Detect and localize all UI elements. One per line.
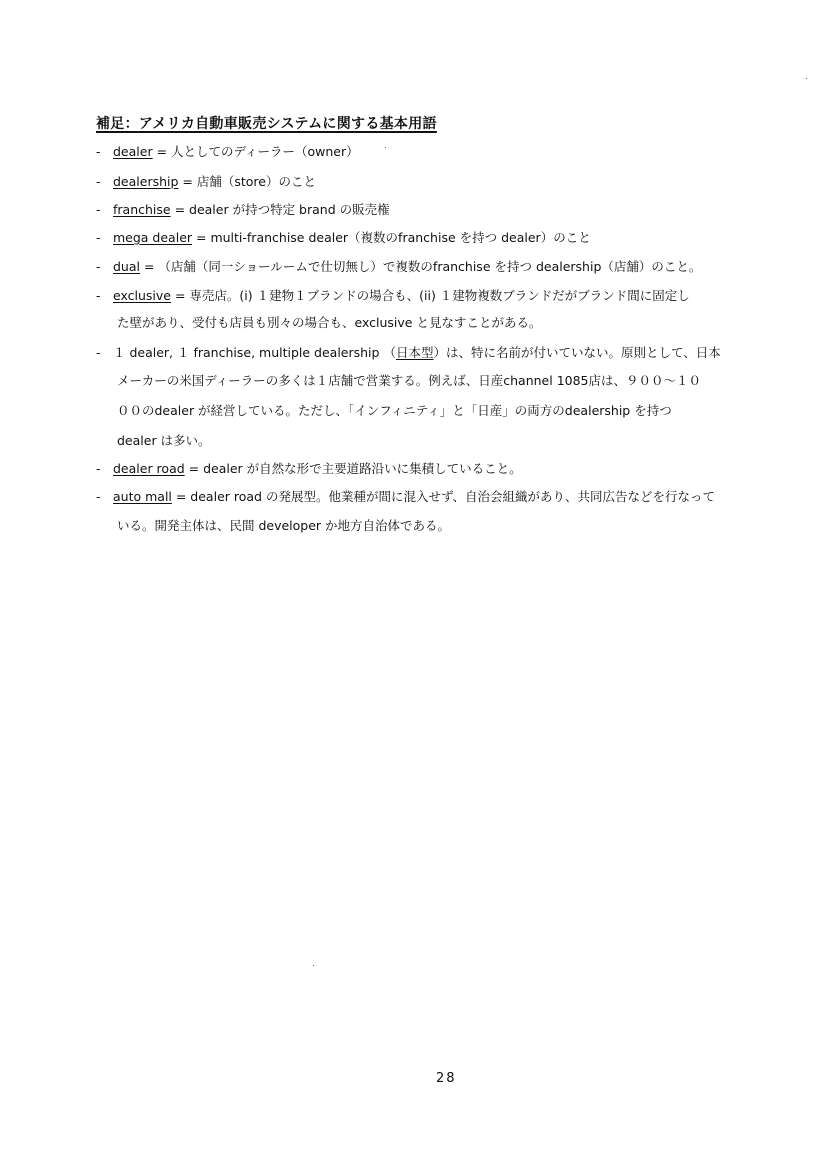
definition-auto-mall-cont: いる。開発主体は、民間 developer か地方自治体である。: [117, 518, 451, 533]
list-item-franchise: [96, 202, 390, 218]
definition-exclusive: = 専売店。(i) １建物１ブランドの場合も、(ii) １建物複数ブランドだがブランド間に固定し: [171, 288, 690, 303]
page-heading: [96, 113, 437, 133]
term-dealership: dealership: [113, 174, 179, 189]
term-japan-type: 日本型: [395, 345, 434, 360]
scan-speck: [385, 147, 386, 148]
term-exclusive: exclusive: [113, 288, 171, 303]
list-item-dealer-road: [96, 461, 522, 477]
list-item-dual: [96, 259, 701, 275]
bullet: -: [96, 144, 101, 159]
definition-japan-type-cont-1: メーカーの米国ディーラーの多くは１店舗で営業する。例えば、日産channel 1085店は、９００～１０: [117, 373, 701, 388]
list-item-mega-dealer: [96, 230, 591, 246]
bullet: -: [96, 174, 101, 189]
term-mega-dealer: mega dealer: [113, 230, 193, 245]
bullet: -: [96, 259, 101, 274]
definition-japan-type-cont-3: dealer は多い。: [117, 433, 211, 448]
bullet: -: [96, 288, 101, 303]
list-item-japan-type: [96, 345, 721, 361]
term-dealer-road: dealer road: [113, 461, 185, 476]
definition-dealer: = 人としてのディーラー（owner）: [152, 144, 359, 159]
scan-speck: [313, 965, 314, 966]
definition-auto-mall: = dealer road の発展型。他業種が間に混入せず、自治会組織があり、共同広告などを行なって: [171, 489, 715, 504]
list-item-dealer: [96, 144, 359, 160]
term-dealer: dealer: [113, 144, 153, 159]
bullet: -: [96, 489, 101, 504]
definition-exclusive-cont: た壁があり、受付も店員も別々の場合も、exclusive と見なすことがある。: [117, 315, 542, 330]
scan-speck: [806, 78, 807, 79]
heading-prefix: 補足：: [96, 116, 139, 132]
definition-dealership: = 店舗（store）のこと: [178, 174, 316, 189]
bullet: -: [96, 461, 101, 476]
definition-franchise: = dealer が持つ特定 brand の販売権: [170, 202, 390, 217]
definition-dual: = （店舗（同一ショールームで仕切無し）で複数のfranchise を持つ dealership（店舗）のこと。: [140, 259, 702, 274]
definition-japan-type-cont-2: ００のdealer が経営している。ただし、「インフィニティ」と「日産」の両方のdealership を持つ: [117, 403, 672, 418]
bullet: -: [96, 202, 101, 217]
list-item-exclusive: [96, 288, 690, 304]
bullet: -: [96, 345, 101, 360]
term-auto-mall: auto mall: [113, 489, 172, 504]
definition-japan-type: ）は、特に名前が付いていない。原則として、日本: [433, 345, 721, 360]
list-item-dealership: [96, 174, 316, 190]
definition-mega-dealer: = multi-franchise dealer（複数のfranchise を持つ dealer）のこと: [192, 230, 591, 245]
japan-type-intro: １ dealer, １ franchise, multiple dealership （: [113, 345, 396, 360]
term-franchise: franchise: [113, 202, 171, 217]
term-dual: dual: [113, 259, 140, 274]
heading-title: アメリカ自動車販売システムに関する基本用語: [138, 116, 437, 132]
bullet: -: [96, 230, 101, 245]
page-number: 28: [436, 1071, 457, 1086]
list-item-auto-mall: [96, 489, 715, 505]
definition-dealer-road: = dealer が自然な形で主要道路沿いに集積していること。: [184, 461, 522, 476]
